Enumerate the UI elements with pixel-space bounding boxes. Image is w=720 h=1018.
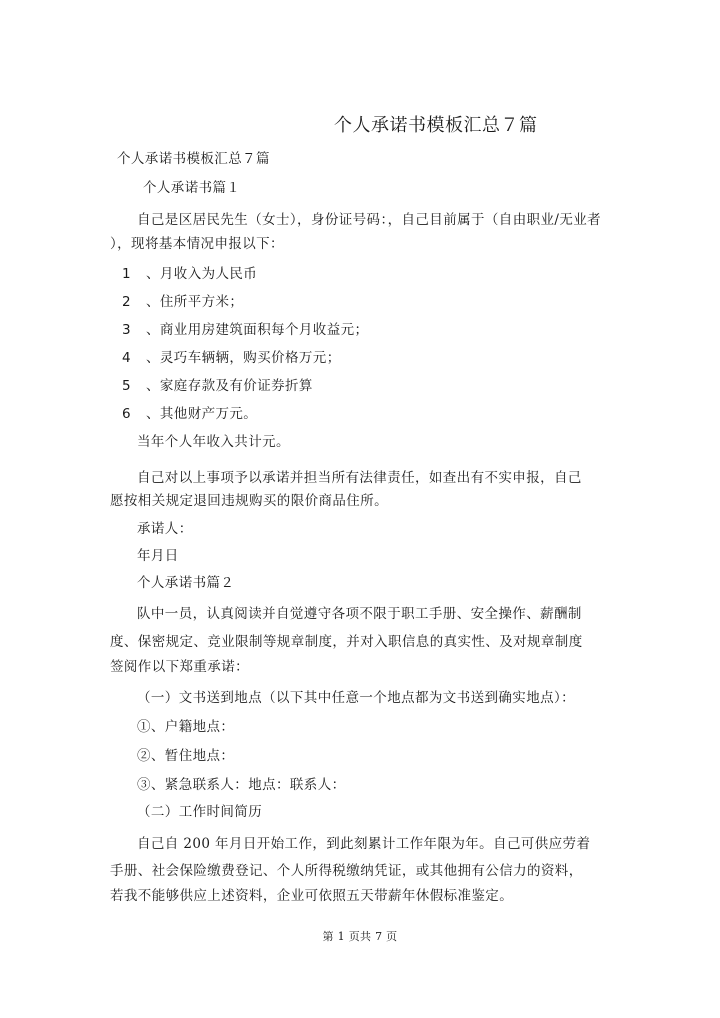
document-subtitle: 个人承诺书模板汇总７篇 <box>117 151 270 167</box>
part1-intro-line1: 自己是区居民先生（女士），身份证号码：，自己目前属于（自由职业/无业者 <box>137 212 602 228</box>
item-number: 6 <box>122 406 131 422</box>
date-label: 年月日 <box>137 548 179 564</box>
item-number: 3 <box>122 322 131 338</box>
part1-intro-line2: ），现将基本情况申报以下： <box>110 236 284 252</box>
part1-heading: 个人承诺书篇１ <box>143 180 241 196</box>
item-number: 4 <box>122 350 131 366</box>
pledge-line2: 愿按相关规定退回违规购买的限价商品住所。 <box>110 493 388 509</box>
item-number: 1 <box>122 266 131 282</box>
document-title: 个人承诺书模板汇总７篇 <box>334 115 538 136</box>
address-line: ③、紧急联系人：地点：联系人： <box>137 777 346 793</box>
part2-para2-line1: 自己自 200 年月日开始工作，到此刻累计工作年限为年。自己可供应劳着 <box>137 836 591 852</box>
part2-para1-line1: 队中一员，认真阅读并自觉遵守各项不限于职工手册、安全操作、薪酬制 <box>137 606 582 622</box>
item-number: 5 <box>122 378 131 394</box>
pledge-line1: 自己对以上事项予以承诺并担当所有法律责任，如查出有不实申报，自己 <box>137 470 582 486</box>
item-text: 、灵巧车辆辆，购买价格万元； <box>146 350 341 366</box>
item-text: 、月收入为人民币 <box>146 266 258 282</box>
part2-heading: 个人承诺书篇２ <box>137 575 235 591</box>
item-text: 、其他财产万元。 <box>146 406 258 422</box>
item-text: 、商业用房建筑面积每个月收益元； <box>146 322 369 338</box>
address-line: ②、暂住地点： <box>137 748 235 764</box>
section-heading: （一）文书送到地点（以下其中任意一个地点都为文书送到确实地点）： <box>137 690 576 706</box>
address-line: ①、户籍地点： <box>137 719 235 735</box>
part2-para1-line3: 签阅作以下郑重承诺： <box>110 659 249 675</box>
item-text: 、家庭存款及有价证券折算 <box>146 378 313 394</box>
part2-para1-line2: 度、保密规定、竞业限制等规章制度，并对入职信息的真实性、及对规章制度 <box>110 634 583 650</box>
section-heading: （二）工作时间简历 <box>137 804 263 820</box>
part2-para2-line2: 手册、社会保险缴费登记、个人所得税缴纳凭证，或其他拥有公信力的资料， <box>110 863 583 879</box>
signer-label: 承诺人： <box>137 521 193 537</box>
annual-income: 当年个人年收入共计元。 <box>137 434 290 450</box>
page-footer: 第 1 页共 7 页 <box>322 930 398 943</box>
part2-para2-line3: 若我不能够供应上述资料，企业可依照五天带薪年休假标准鉴定。 <box>110 888 514 904</box>
item-text: 、住所平方米； <box>146 294 244 310</box>
item-number: 2 <box>122 294 131 310</box>
